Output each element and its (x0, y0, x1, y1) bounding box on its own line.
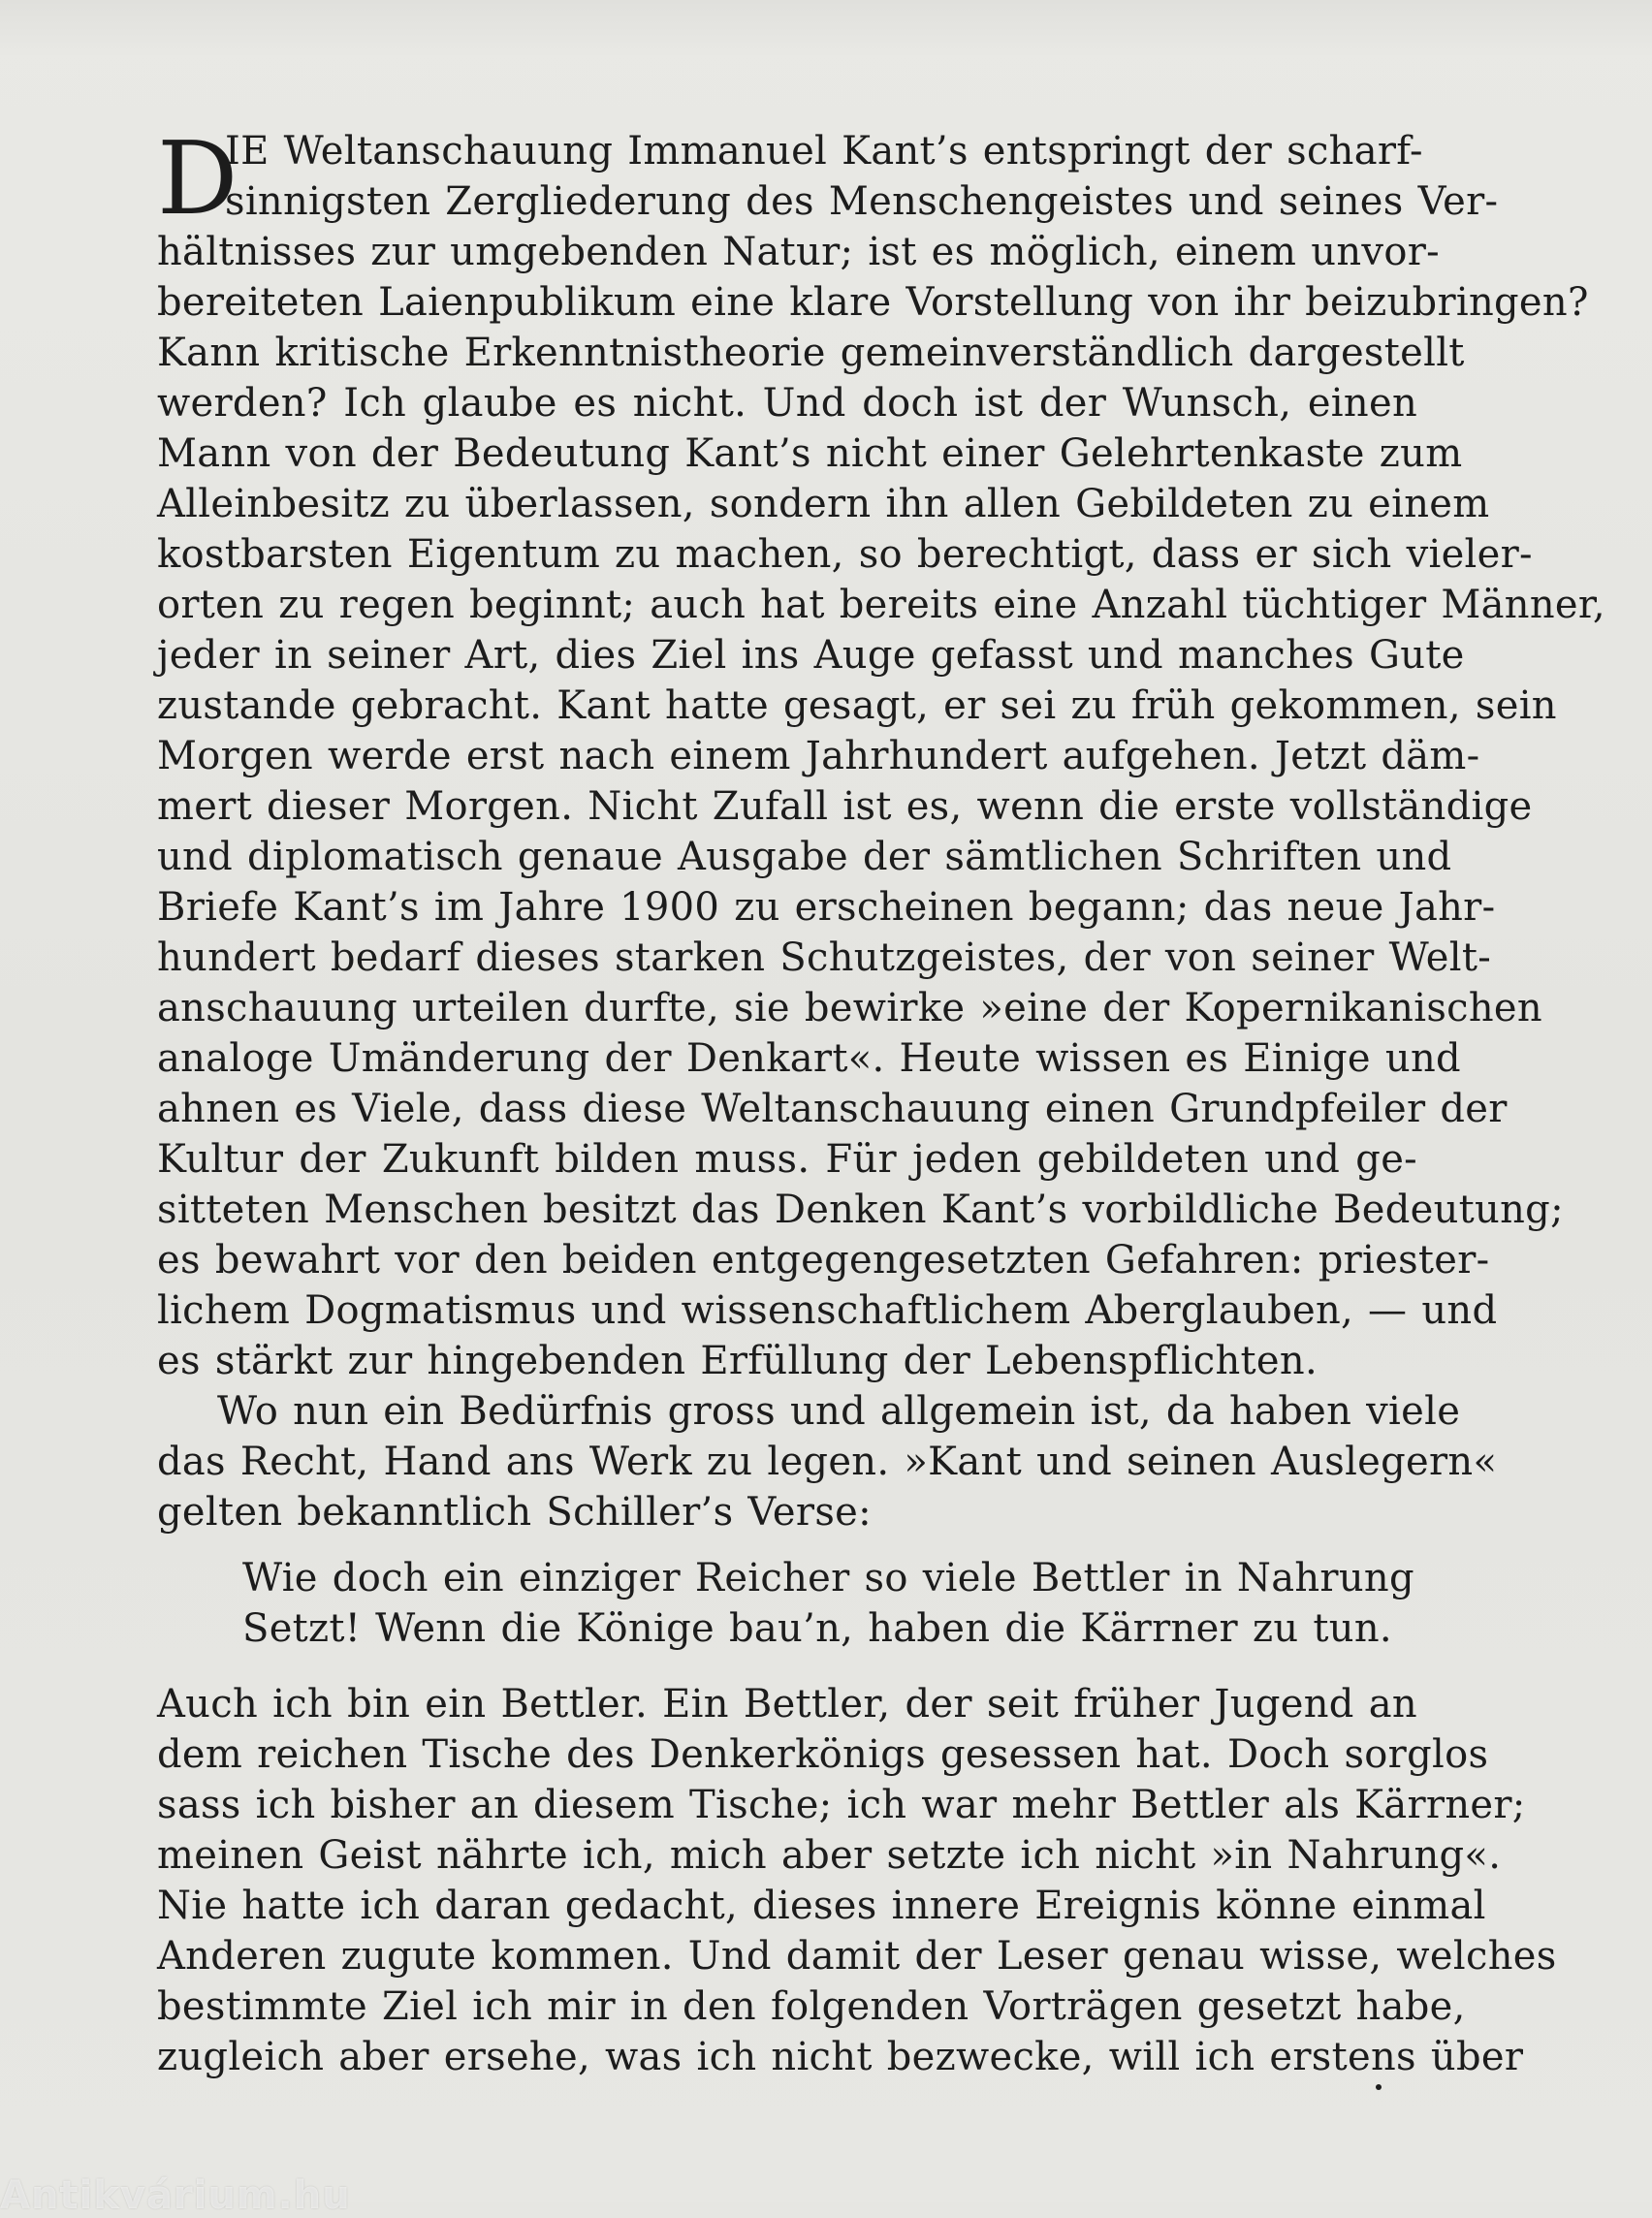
page-shadow (0, 0, 1652, 58)
text-line: Nie hatte ich daran gedacht, dieses innere Ereignis könne einmal (157, 1884, 1486, 1928)
text-line: orten zu regen beginnt; auch hat bereits eine Anzahl tüchtiger Männer, (157, 583, 1605, 627)
text-line: Briefe Kant’s im Jahre 1900 zu erscheinen begann; das neue Jahr- (157, 885, 1496, 930)
text-line: analoge Umänderung der Denkart«. Heute wissen es Einige und (157, 1036, 1461, 1081)
text-line: und diplomatisch genaue Ausgabe der sämtlichen Schriften und (157, 835, 1452, 879)
text-line: meinen Geist nährte ich, mich aber setzte ich nicht »in Nahrung«. (157, 1833, 1502, 1878)
text-line: Wo nun ein Bedürfnis gross und allgemein ist, da haben viele (217, 1389, 1461, 1434)
text-line: sass ich bisher an diesem Tische; ich war mehr Bettler als Kärrner; (157, 1783, 1526, 1827)
text-line: hundert bedarf dieses starken Schutzgeistes, der von seiner Welt- (157, 935, 1492, 980)
verse-line: Wie doch ein einziger Reicher so viele Bettler in Nahrung (242, 1556, 1414, 1600)
text-line: das Recht, Hand ans Werk zu legen. »Kant und seinen Auslegern« (157, 1440, 1498, 1484)
text-line: IE Weltanschauung Immanuel Kant’s entspringt der scharf- (225, 129, 1423, 174)
text-line: Anderen zugute kommen. Und damit der Leser genau wisse, welches (157, 1934, 1557, 1979)
text-line: es bewahrt vor den beiden entgegengesetzten Gefahren: priester- (157, 1238, 1490, 1283)
text-line: es stärkt zur hingebenden Erfüllung der Lebenspflichten. (157, 1339, 1318, 1383)
text-line: bestimmte Ziel ich mir in den folgenden Vorträgen gesetzt habe, (157, 1984, 1466, 2029)
printer-mark-dot (1376, 2084, 1382, 2090)
text-line: hältnisses zur umgebenden Natur; ist es möglich, einem unvor- (157, 230, 1440, 274)
text-line: bereiteten Laienpublikum eine klare Vorstellung von ihr beizubringen? (157, 280, 1589, 325)
text-line: jeder in seiner Art, dies Ziel ins Auge gefasst und manches Gute (157, 633, 1465, 678)
text-line: mert dieser Morgen. Nicht Zufall ist es, wenn die erste vollständige (157, 784, 1533, 829)
paragraph-1 (157, 119, 1605, 1386)
text-line: sinnigsten Zergliederung des Menschengeistes und seines Ver- (225, 179, 1499, 224)
verse-line: Setzt! Wenn die Könige bau’n, haben die Kärrner zu tun. (242, 1606, 1392, 1651)
text-line: ahnen es Viele, dass diese Weltanschauung einen Grundpfeiler der (157, 1087, 1508, 1131)
paragraph-2 (157, 1386, 1498, 1537)
text-line: gelten bekanntlich Schiller’s Verse: (157, 1490, 872, 1535)
text-line: Kann kritische Erkenntnistheorie gemeinverständlich dargestellt (157, 331, 1465, 375)
text-line: werden? Ich glaube es nicht. Und doch ist der Wunsch, einen (157, 381, 1417, 426)
text-line: dem reichen Tische des Denkerkönigs gesessen hat. Doch sorglos (157, 1732, 1489, 1777)
text-line: Auch ich bin ein Bettler. Ein Bettler, der seit früher Jugend an (157, 1682, 1417, 1727)
text-line: Mann von der Bedeutung Kant’s nicht einer Gelehrtenkaste zum (157, 431, 1463, 476)
body-text (157, 119, 1605, 2082)
verse-quote (157, 1553, 1417, 1654)
text-line: zugleich aber ersehe, was ich nicht bezwecke, will ich erstens über (157, 2035, 1524, 2079)
text-line: anschauung urteilen durfte, sie bewirke »eine der Kopernikanischen (157, 986, 1542, 1030)
paragraph-3 (157, 1679, 1557, 2082)
text-line: lichem Dogmatismus und wissenschaftlichem Aberglauben, — und (157, 1288, 1498, 1333)
text-line: Alleinbesitz zu überlassen, sondern ihn allen Gebildeten zu einem (157, 482, 1490, 526)
watermark: Antikvárium.hu (0, 2173, 351, 2218)
text-line: Kultur der Zukunft bilden muss. Für jeden gebildeten und ge- (157, 1137, 1417, 1182)
text-line: zustande gebracht. Kant hatte gesagt, er sei zu früh gekommen, sein (157, 683, 1557, 728)
text-line: kostbarsten Eigentum zu machen, so berechtigt, dass er sich vieler- (157, 532, 1533, 577)
text-line: Morgen werde erst nach einem Jahrhundert aufgehen. Jetzt däm- (157, 734, 1480, 778)
text-line: sitteten Menschen besitzt das Denken Kant’s vorbildliche Bedeutung; (157, 1188, 1564, 1232)
drop-cap: D (157, 119, 238, 238)
